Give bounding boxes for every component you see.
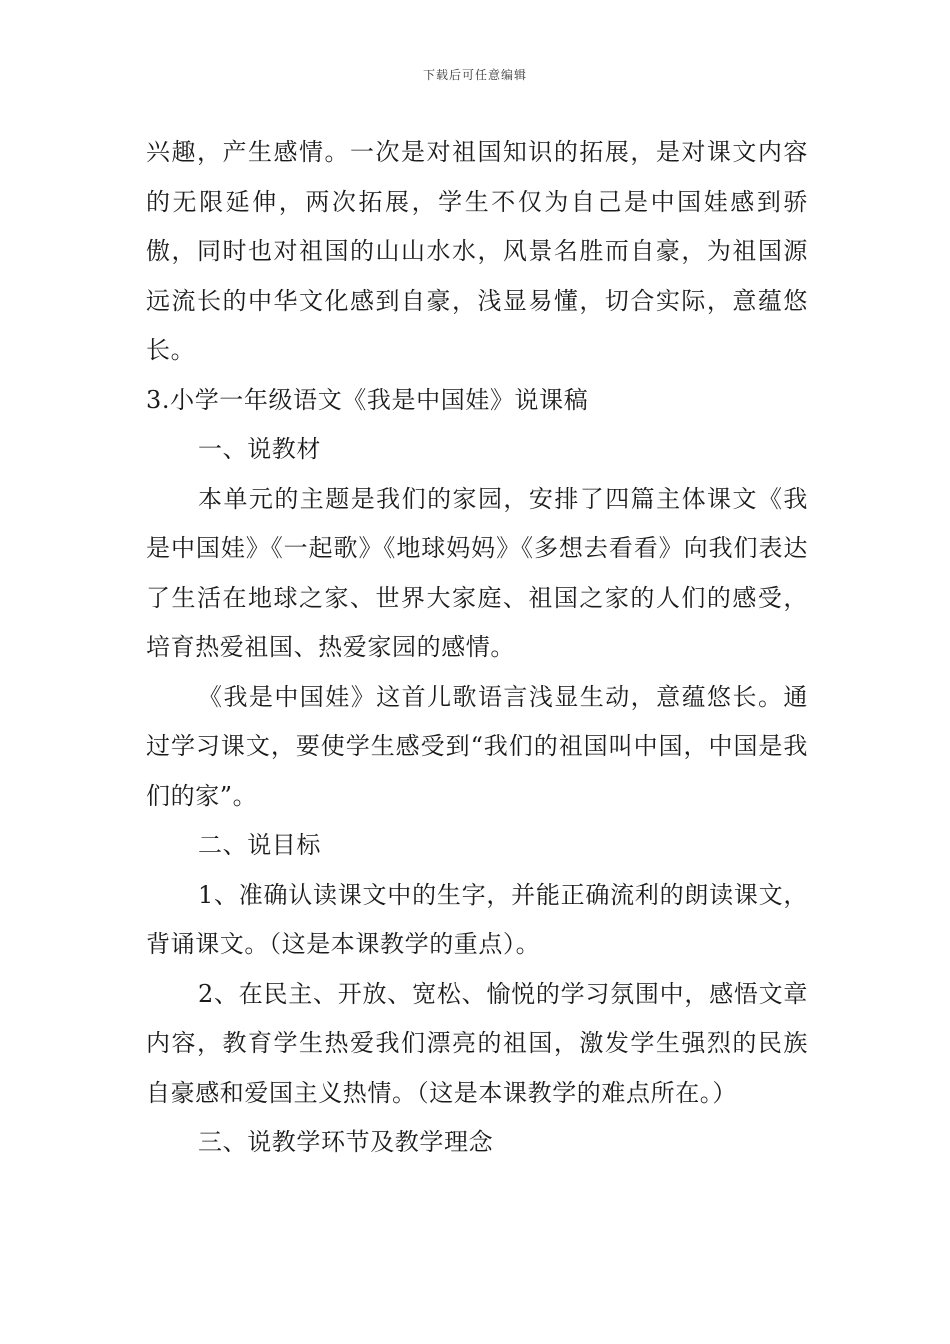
page-header: 下载后可任意编辑 bbox=[422, 68, 527, 82]
objective-item-2: 2、在民主、开放、宽松、愉悦的学习氛围中，感悟文章内容，教育学生热爱我们漂亮的祖国，激发学生强烈的民族自豪感和爱国主义热情。（这是本课教学的难点所在。） bbox=[146, 979, 808, 1107]
heading-objectives: 二、说目标 bbox=[198, 831, 321, 859]
paragraph-unit-theme: 本单元的主题是我们的家园，安排了四篇主体课文《我是中国娃》《一起歌》《地球妈妈》《多想去看看》向我们表达了生活在地球之家、世界大家庭、祖国之家的人们的感受，培育热爱祖国、热爱家园的感情。 bbox=[146, 484, 808, 661]
objective-item-1: 1、准确认读课文中的生字，并能正确流利的朗读课文，背诵课文。（这是本课教学的重点）。 bbox=[146, 880, 808, 958]
heading-teaching-material: 一、说教材 bbox=[198, 435, 321, 463]
paragraph-continuation: 兴趣，产生感情。一次是对祖国知识的拓展，是对课文内容的无限延伸，两次拓展，学生不仅为自己是中国娃感到骄傲，同时也对祖国的山山水水，风景名胜而自豪，为祖国源远流长的中华文化感到自豪，浅显易懂，切合实际，意蕴悠长。 bbox=[146, 138, 808, 364]
section-title: 3.小学一年级语文《我是中国娃》说课稿 bbox=[146, 385, 589, 414]
paragraph-poem-intro: 《我是中国娃》这首儿歌语言浅显生动，意蕴悠长。通过学习课文，要使学生感受到“我们的祖国叫中国，中国是我们的家”。 bbox=[146, 682, 808, 810]
heading-teaching-steps: 三、说教学环节及教学理念 bbox=[198, 1128, 494, 1156]
document-body bbox=[146, 128, 808, 1168]
